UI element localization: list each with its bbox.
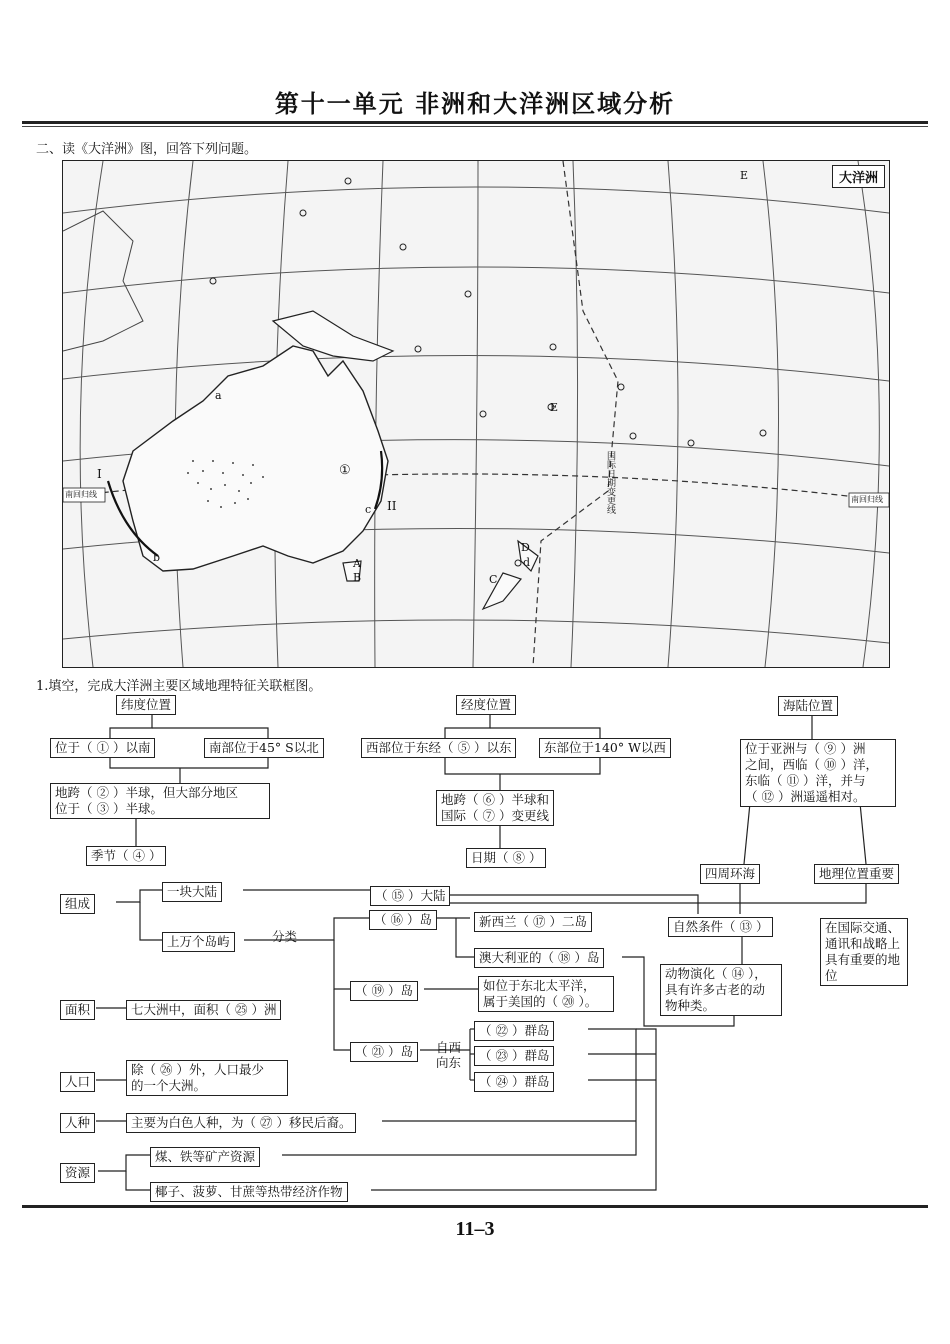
area-box: 面积 [60,1000,95,1020]
island-19-box: （ ⑲ ）岛 [350,981,418,1001]
map-mark-d: d [523,556,531,569]
longitude-east-bound-box: 东部位于140° W以西 [539,738,671,758]
map-mark-b: b [153,551,161,564]
natural-conditions-box: 自然条件（ ⑬ ） [668,917,773,937]
race-box: 人种 [60,1113,95,1133]
longitude-hemisphere-line1: 地跨（ ⑥ ）半球和 [441,792,549,807]
sea-land-line2: 之间，西临（ ⑩ ）洋， [745,757,878,772]
map-mark-a: a [215,389,222,402]
map-mark-B: B [353,571,362,584]
group-22-box: （ ㉒ ）群岛 [474,1021,554,1041]
date-box: 日期（ ⑧ ） [466,848,546,868]
race-detail-box: 主要为白色人种，为（ ㉗ ）移民后裔。 [126,1113,356,1133]
one-continent-box: 一块大陆 [162,882,222,902]
question-1-heading: 1.填空，完成大洋洲主要区域地理特征关联框图。 [36,679,322,694]
direction-label-1: 自西 [436,1040,462,1055]
dateline-label: 国际日期变更线 [605,451,615,514]
population-box: 人口 [60,1072,95,1092]
latitude-hemisphere-line2: 位于（ ③ ）半球。 [55,801,163,816]
longitude-hemisphere-line2: 国际（ ⑦ ）变更线 [441,808,549,823]
island-21-box: （ ㉑ ）岛 [350,1042,418,1062]
question-2-heading: 二、读《大洋洲》图，回答下列问题。 [36,142,258,157]
direction-label-2: 向东 [436,1055,462,1070]
latitude-north-bound-box: 位于（ ① ）以南 [50,738,155,758]
group-23-box: （ ㉓ ）群岛 [474,1046,554,1066]
tropic-label-left: 南回归线 [65,490,97,499]
longitude-west-bound-box: 西部位于东经（ ⑤ ）以东 [361,738,516,758]
map-mark-A: A [353,557,361,570]
composition-box: 组成 [60,894,95,914]
group-24-box: （ ㉔ ）群岛 [474,1072,554,1092]
tropical-crops-box: 椰子、菠萝、甘蔗等热带经济作物 [150,1182,348,1202]
sea-land-line1: 位于亚洲与（ ⑨ ）洲 [745,741,866,756]
page-number: 11–3 [455,1218,495,1240]
new-zealand-box: 新西兰（ ⑰ ）二岛 [474,912,592,932]
map-mark-D: D [521,541,530,554]
sea-land-line3: 东临（ ⑪ ）洋，并与 [745,773,866,788]
island-19-note-line2: 属于美国的（ ⑳ ）。 [483,994,598,1009]
geo-important-detail-box: 在国际交通、通讯和战略上具有重要的地位 [820,918,908,986]
latitude-hemisphere-box [50,783,270,819]
tropic-label-right: 南回归线 [851,495,883,504]
island-19-note-line1: 如位于东北太平洋， [483,978,596,993]
latitude-south-bound-box: 南部位于45° S以北 [204,738,324,758]
mineral-resources-box: 煤、铁等矿产资源 [150,1147,260,1167]
animal-line3: 物种类。 [665,998,716,1013]
map-mark-1: ① [339,463,351,478]
sea-land-line4: （ ⑫ ）洲遥遥相对。 [745,789,866,804]
map-title-label: 大洋洲 [832,165,885,188]
map-mark-c: c [365,503,372,516]
population-detail-box [126,1060,288,1096]
footer-rule [22,1205,928,1208]
island-16-box: （ ⑯ ）岛 [369,910,437,930]
map-mark-C: C [489,573,498,586]
population-line1: 除（ ㉖ ）外，人口最少 [131,1062,264,1077]
islands-box: 上万个岛屿 [162,932,235,952]
page-title: 第十一单元 非洲和大洋洲区域分析 [274,89,676,118]
map-mark-II: II [387,499,397,513]
population-line2: 的一个大洲。 [131,1078,207,1093]
map-mark-I: I [97,467,102,481]
mainland-box: （ ⑮ ）大陆 [370,886,450,906]
island-19-note-box [478,976,614,1012]
map-mark-E-top: E [740,169,749,182]
surrounded-by-sea-box: 四周环海 [700,864,760,884]
classify-label: 分类 [272,929,298,944]
resources-box: 资源 [60,1163,95,1183]
sea-land-detail-box [740,739,896,807]
season-box: 季节（ ④ ） [86,846,166,866]
latitude-position-box: 纬度位置 [116,695,176,715]
australia-island-box: 澳大利亚的（ ⑱ ）岛 [474,948,604,968]
latitude-hemisphere-line1: 地跨（ ② ）半球，但大部分地区 [55,785,238,800]
map-mark-E-center: E [550,401,559,414]
sea-land-position-box: 海陆位置 [778,696,838,716]
animal-evolution-box [660,964,782,1016]
animal-line2: 具有许多古老的动 [665,982,766,997]
geo-important-box: 地理位置重要 [814,864,899,884]
area-detail-box: 七大洲中，面积（ ㉕ ）洲 [126,1000,281,1020]
longitude-position-box: 经度位置 [456,695,516,715]
animal-line1: 动物演化（ ⑭ ）， [665,966,767,981]
longitude-hemisphere-box [436,790,554,826]
